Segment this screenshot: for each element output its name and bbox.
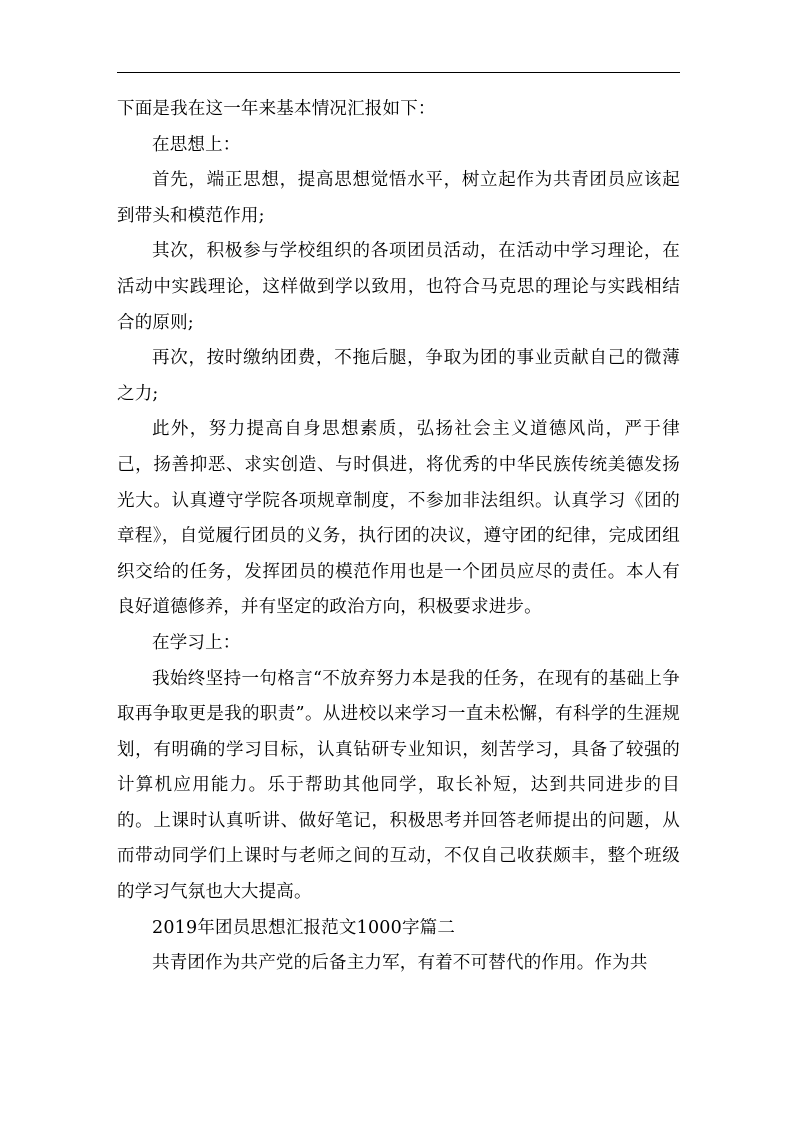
section-heading-thought: 在思想上： — [152, 134, 241, 155]
paragraph: 共青团作为共产党的后备主力军，有着不可替代的作用。作为共 — [152, 953, 648, 974]
document-body — [117, 92, 680, 982]
paragraph: 我始终坚持一句格言“不放弃努力本是我的任务，在现有的基础上争取再争取更是我的职责”。从进校以来学习一直未松懈，有科学的生涯规划，有明确的学习目标，认真钻研专业知识，刻苦学习，具备了较强的计算机应用能力。乐于帮助其他同学，取长补短，达到共同进步的目的。上课时认真听讲、做好笔记，积极思考并回答老师提出的问题，从而带动同学们上课时与老师之间的互动，不仅自己收获颇丰，整个班级的学习气氛也大大提高。 — [117, 668, 680, 903]
article-title: 2019年团员思想汇报范文1000字篇二 — [152, 917, 456, 938]
paragraph: 其次，积极参与学校组织的各项团员活动，在活动中学习理论，在活动中实践理论，这样做到学以致用，也符合马克思的理论与实践相结合的原则; — [117, 241, 680, 333]
paragraph: 下面是我在这一年来基本情况汇报如下： — [117, 99, 436, 119]
paragraph: 此外，努力提高自身思想素质，弘扬社会主义道德风尚，严于律己，扬善抑恶、求实创造、与时俱进，将优秀的中华民族传统美德发扬光大。认真遵守学院各项规章制度，不参加非法组织。认真学习《团的章程》，自觉履行团员的义务，执行团的决议，遵守团的纪律，完成团组织交给的任务，发挥团员的模范作用也是一个团员应尽的责任。本人有良好道德修养，并有坚定的政治方向，积极要求进步。 — [117, 419, 680, 618]
header-rule — [117, 72, 680, 73]
paragraph: 再次，按时缴纳团费，不拖后腿，争取为团的事业贡献自己的微薄之力; — [117, 348, 680, 404]
section-heading-study: 在学习上： — [152, 632, 241, 653]
paragraph: 首先，端正思想，提高思想觉悟水平，树立起作为共青团员应该起到带头和模范作用; — [117, 170, 680, 226]
